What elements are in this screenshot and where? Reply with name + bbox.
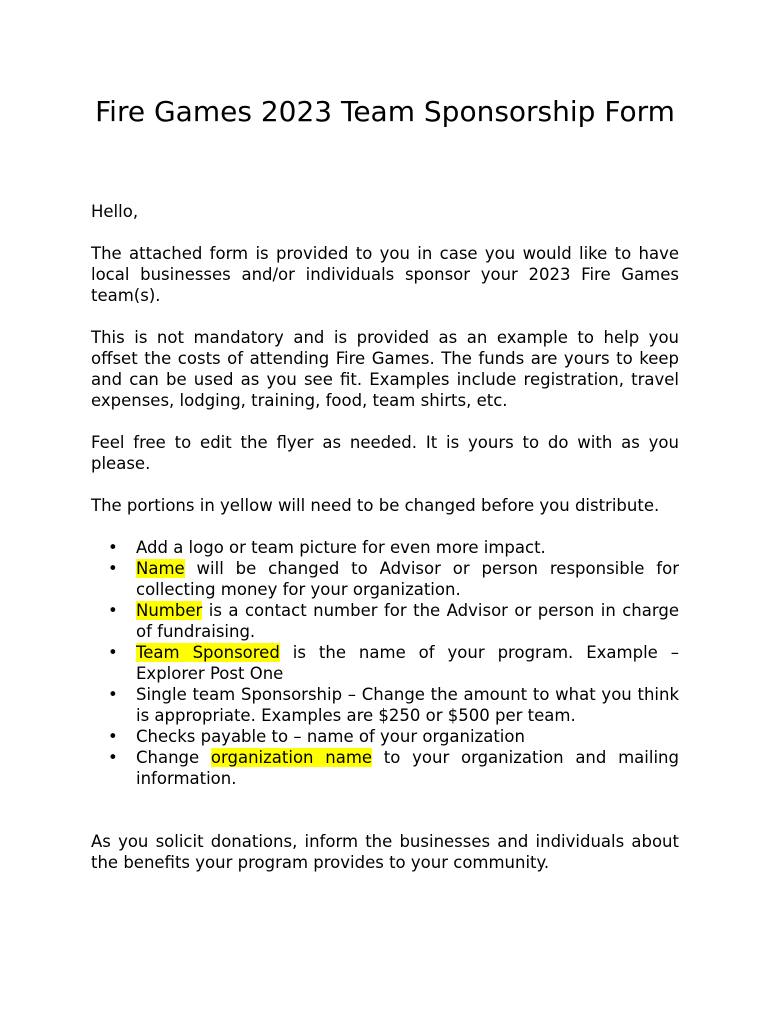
list-item-team-sponsored [136,642,679,684]
paragraph-not-mandatory: This is not mandatory and is provided as an example to help you offset the costs of attending Fire Games. The funds are yours to keep and can be used as you see fit. Examples include registration, travel expenses, lodging, training, food, team shirts, etc. [91,328,679,410]
highlighted-placeholder: organization name [210,748,373,767]
list-item-text-before: Change [136,748,211,767]
list-item-checks-payable [136,726,679,747]
document-title: Fire Games 2023 Team Sponsorship Form [95,95,675,128]
list-item-logo [136,537,679,558]
document-body [91,201,679,894]
list-item-text-after: to your organization and mailing information. [136,748,679,788]
blank-line [91,810,679,831]
list-item-single-team [136,684,679,726]
list-item-number [136,600,679,642]
paragraph-intro: The attached form is provided to you in case you would like to have local businesses and/or individuals sponsor your 2023 Fire Games team(s). [91,244,679,305]
highlighted-placeholder: Name [136,559,185,578]
highlighted-placeholder: Number [136,601,203,620]
list-item-text-after: is the name of your program. Example – Explorer Post One [136,643,680,683]
instructions-list [91,537,679,789]
list-item-text: Checks payable to – name of your organization [136,727,525,746]
list-item-text: Add a logo or team picture for even more impact. [136,538,546,557]
paragraph-edit-flyer: Feel free to edit the flyer as needed. It is yours to do with as you please. [91,433,679,473]
greeting: Hello, [91,202,139,221]
list-item-name [136,558,679,600]
list-item-text: Single team Sponsorship – Change the amount to what you think is appropriate. Examples are $250 or $500 per team. [136,685,679,725]
list-item-text-after: will be changed to Advisor or person responsible for collecting money for your organization. [136,559,679,599]
list-item-organization-name [136,747,679,789]
list-item-text-after: is a contact number for the Advisor or person in charge of fundraising. [136,601,679,641]
paragraph-yellow-portions: The portions in yellow will need to be changed before you distribute. [91,496,660,515]
closing-paragraph: As you solicit donations, inform the businesses and individuals about the benefits your program provides to your community. [91,832,679,872]
highlighted-placeholder: Team Sponsored [136,643,280,662]
